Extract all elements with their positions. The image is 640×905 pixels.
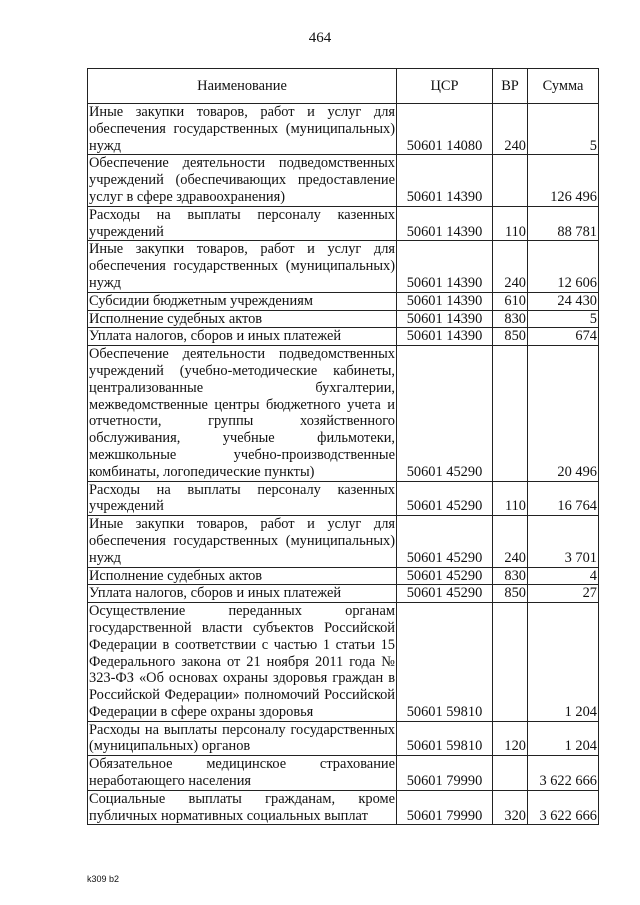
- cell-csr: 50601 14390: [397, 328, 493, 346]
- cell-name: Иные закупки товаров, работ и услуг для обеспечения государственных (муниципальных) нужд: [89, 516, 395, 566]
- cell-name: Расходы на выплаты персоналу казенных учреждений: [89, 206, 395, 240]
- cell-name: Осуществление переданных органам государственной власти субъектов Российской Федерации в соответствии с частью 1 статьи 15 Федерального закона от 21 ноября 2011 года № 323-ФЗ «Об основах охраны здоровья граждан в Российской Федерации» полномочий Российской Федерации в сфере охраны здоровья: [89, 603, 395, 720]
- cell-name: Расходы на выплаты персоналу казенных учреждений: [89, 481, 395, 515]
- table-row: [88, 292, 599, 310]
- cell-csr: 50601 14080: [397, 104, 493, 155]
- header-sum: Сумма: [528, 69, 599, 104]
- cell-name: Уплата налогов, сборов и иных платежей: [88, 585, 397, 603]
- cell-sum: 5: [528, 104, 599, 155]
- cell-sum: 88 781: [528, 206, 599, 241]
- table-row: [88, 206, 599, 241]
- table-row: [88, 346, 599, 481]
- cell-sum: 3 622 666: [528, 790, 599, 825]
- cell-sum: 1 204: [528, 603, 599, 722]
- header-vr: ВР: [493, 69, 528, 104]
- cell-vr: [493, 346, 528, 481]
- cell-sum: 27: [528, 585, 599, 603]
- cell-csr: 50601 59810: [397, 603, 493, 722]
- cell-sum: 3 701: [528, 516, 599, 567]
- cell-name: Обеспечение деятельности подведомственных учреждений (обеспечивающих предоставление услуг в сфере здравоохранения): [89, 155, 395, 205]
- cell-sum: 12 606: [528, 241, 599, 292]
- cell-name: Иные закупки товаров, работ и услуг для обеспечения государственных (муниципальных) нужд: [89, 241, 395, 291]
- header-name: Наименование: [88, 69, 397, 104]
- cell-vr: 610: [493, 292, 528, 310]
- cell-vr: [493, 603, 528, 722]
- cell-csr: 50601 14390: [397, 206, 493, 241]
- table-row: [88, 516, 599, 567]
- cell-vr: [493, 756, 528, 791]
- cell-csr: 50601 14390: [397, 292, 493, 310]
- table-row: [88, 585, 599, 603]
- cell-sum: 674: [528, 328, 599, 346]
- cell-sum: 126 496: [528, 155, 599, 206]
- table-row: [88, 567, 599, 585]
- cell-sum: 5: [528, 310, 599, 328]
- budget-table: [87, 68, 599, 825]
- cell-vr: 850: [493, 328, 528, 346]
- header-csr: ЦСР: [397, 69, 493, 104]
- cell-csr: 50601 45290: [397, 585, 493, 603]
- cell-vr: [493, 155, 528, 206]
- cell-csr: 50601 45290: [397, 346, 493, 481]
- cell-sum: 4: [528, 567, 599, 585]
- cell-csr: 50601 45290: [397, 481, 493, 516]
- cell-vr: 240: [493, 516, 528, 567]
- cell-name: Иные закупки товаров, работ и услуг для обеспечения государственных (муниципальных) нужд: [89, 104, 395, 154]
- table-row: [88, 104, 599, 155]
- table-row: [88, 790, 599, 825]
- cell-vr: 120: [493, 721, 528, 756]
- cell-sum: 24 430: [528, 292, 599, 310]
- cell-name: Расходы на выплаты персоналу государственных (муниципальных) органов: [89, 721, 395, 755]
- cell-vr: 110: [493, 481, 528, 516]
- table-row: [88, 756, 599, 791]
- cell-vr: 850: [493, 585, 528, 603]
- table-row: [88, 241, 599, 292]
- page-number: 464: [308, 30, 332, 46]
- cell-name: Социальные выплаты гражданам, кроме публичных нормативных социальных выплат: [89, 790, 395, 824]
- cell-name: Уплата налогов, сборов и иных платежей: [88, 328, 397, 346]
- cell-name: Обеспечение деятельности подведомственных учреждений (учебно-методические кабинеты, централизованные бухгалтерии, межведомственные центры бюджетного учета и отчетности, группы хозяйственного обслуживания, учебные фильмотеки, межшкольные учебно-производственные комбинаты, логопедические пункты): [89, 346, 395, 480]
- footer-code: k309 b2: [87, 874, 120, 884]
- table-row: [88, 721, 599, 756]
- cell-csr: 50601 45290: [397, 567, 493, 585]
- cell-csr: 50601 59810: [397, 721, 493, 756]
- cell-csr: 50601 14390: [397, 310, 493, 328]
- table-row: [88, 328, 599, 346]
- table-row: [88, 310, 599, 328]
- cell-vr: 110: [493, 206, 528, 241]
- cell-vr: 240: [493, 104, 528, 155]
- cell-vr: 830: [493, 310, 528, 328]
- table-row: [88, 481, 599, 516]
- cell-csr: 50601 14390: [397, 155, 493, 206]
- cell-sum: 1 204: [528, 721, 599, 756]
- cell-csr: 50601 45290: [397, 516, 493, 567]
- cell-csr: 50601 79990: [397, 790, 493, 825]
- cell-name: Обязательное медицинское страхование неработающего населения: [89, 756, 395, 790]
- table-row: [88, 155, 599, 206]
- cell-vr: 320: [493, 790, 528, 825]
- cell-csr: 50601 14390: [397, 241, 493, 292]
- cell-name: Исполнение судебных актов: [88, 567, 397, 585]
- cell-vr: 240: [493, 241, 528, 292]
- cell-sum: 3 622 666: [528, 756, 599, 791]
- cell-vr: 830: [493, 567, 528, 585]
- table-body: [88, 104, 599, 825]
- cell-sum: 16 764: [528, 481, 599, 516]
- cell-name: Исполнение судебных актов: [88, 310, 397, 328]
- cell-csr: 50601 79990: [397, 756, 493, 791]
- table-header-row: [88, 69, 599, 104]
- table-row: [88, 603, 599, 722]
- cell-name: Субсидии бюджетным учреждениям: [88, 292, 397, 310]
- cell-sum: 20 496: [528, 346, 599, 481]
